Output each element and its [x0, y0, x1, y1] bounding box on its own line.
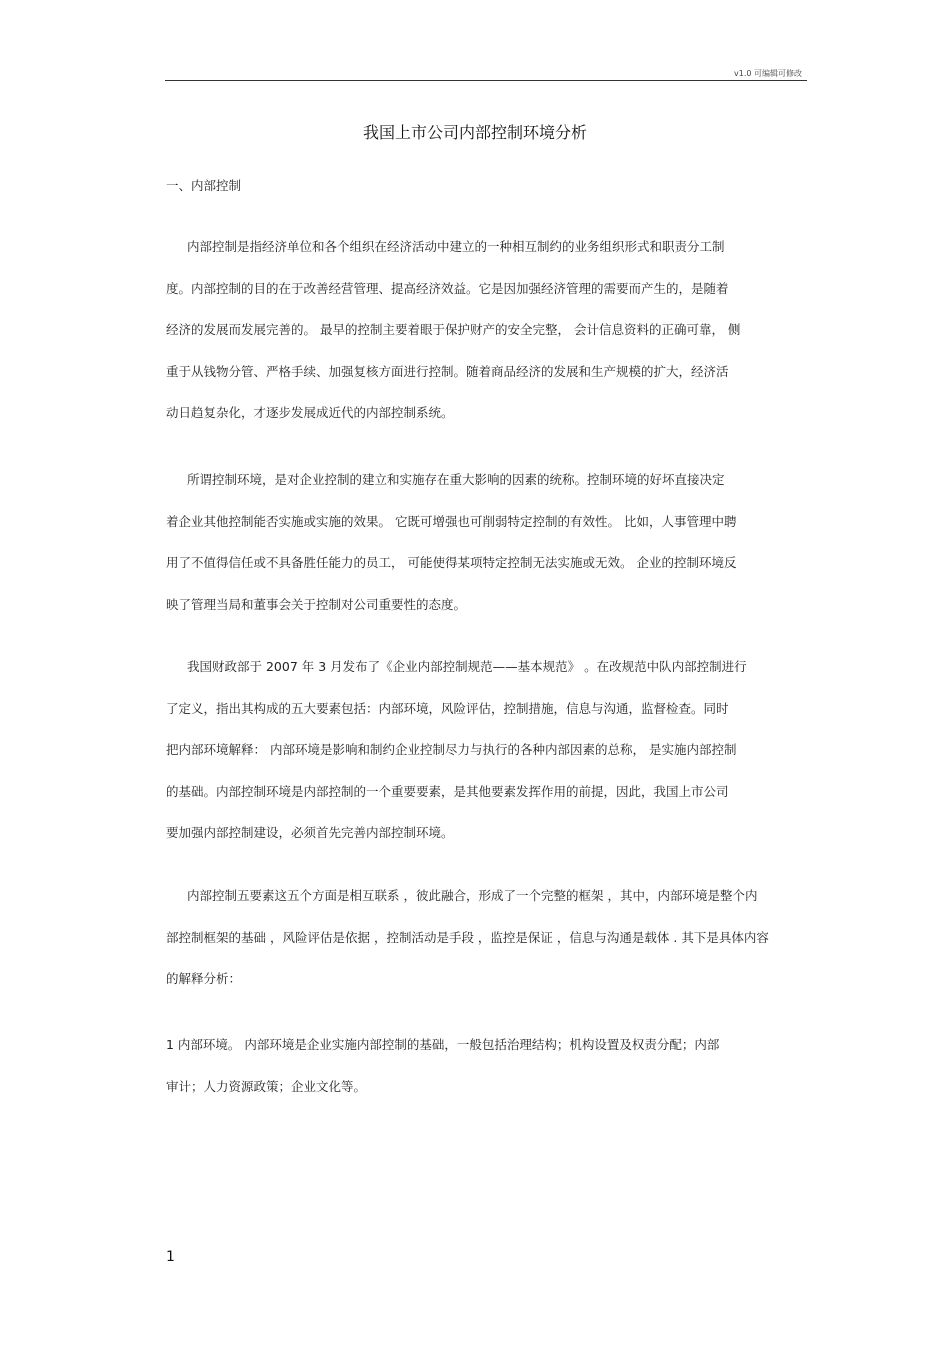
- paragraph-line: 所谓控制环境，是对企业控制的建立和实施存在重大影响的因素的统称。控制环境的好坏直接决定: [187, 472, 725, 487]
- paragraph-line: 的基础。内部控制环境是内部控制的一个重要要素，是其他要素发挥作用的前提，因此，我国上市公司: [166, 783, 729, 799]
- paragraph-line: 经济的发展而发展完善的。 最早的控制主要着眼于保护财产的安全完整， 会计信息资料的正确可靠， 侧: [166, 322, 741, 337]
- paragraph-5: [166, 1034, 806, 1117]
- paragraph-line: 内部控制是指经济单位和各个组织在经济活动中建立的一种相互制约的业务组织形式和职责分工制: [187, 239, 725, 254]
- paragraph-line: 要加强内部控制建设，必须首先完善内部控制环境。: [166, 825, 454, 840]
- paragraph-line: 的解释分析：: [166, 971, 242, 986]
- paragraph-line: 度。内部控制的目的在于改善经营管理、提高经济效益。它是因加强经济管理的需要而产生的，是随着: [166, 280, 729, 296]
- paragraph-line: 着企业其他控制能否实施或实施的效果。 它既可增强也可削弱特定控制的有效性。 比如，人事管理中聘: [166, 513, 737, 529]
- paragraph-line: 审计；人力资源政策；企业文化等。: [166, 1078, 367, 1094]
- paragraph-line: 了定义，指出其构成的五大要素包括：内部环境，风险评估，控制措施，信息与沟通，监督检查。同时: [166, 700, 729, 716]
- document-title: 我国上市公司内部控制环境分析: [362, 123, 587, 142]
- paragraph-line: 我国财政部于 2007 年 3 月发布了《企业内部控制规范——基本规范》 。在改规范中队内部控制进行: [187, 659, 747, 674]
- paragraph-3: [166, 656, 806, 864]
- section-heading: 一、内部控制: [166, 178, 242, 193]
- paragraph-1: [166, 236, 806, 444]
- paragraph-line: 映了管理当局和董事会关于控制对公司重要性的态度。: [166, 596, 467, 612]
- version-note: v1.0 可编辑可修改: [734, 69, 802, 78]
- paragraph-2: [166, 469, 806, 635]
- page-number: 1: [166, 1249, 175, 1265]
- paragraph-line: 1 内部环境。 内部环境是企业实施内部控制的基础，一般包括治理结构；机构设置及权责分配；内部: [166, 1037, 720, 1052]
- paragraph-line: 重于从钱物分管、严格手续、加强复核方面进行控制。随着商品经济的发展和生产规模的扩大，经济活: [166, 363, 729, 379]
- paragraph-4: [166, 885, 806, 1010]
- paragraph-line: 用了不值得信任或不具备胜任能力的员工， 可能使得某项特定控制无法实施或无效。 企业的控制环境反: [166, 555, 737, 570]
- paragraph-line: 动日趋复杂化，才逐步发展成近代的内部控制系统。: [166, 405, 454, 420]
- paragraph-line: 把内部环境解释： 内部环境是影响和制约企业控制尽力与执行的各种内部因素的总称， 是实施内部控制: [166, 742, 737, 757]
- paragraph-line: 部控制框架的基础 ，风险评估是依据 ，控制活动是手段 ，监控是保证 ，信息与沟通是载体 . 其下是具体内容: [166, 929, 769, 945]
- header-divider: [165, 80, 807, 81]
- paragraph-line: 内部控制五要素这五个方面是相互联系 ，彼此融合，形成了一个完整的框架 ，其中，内部环境是整个内: [187, 888, 758, 903]
